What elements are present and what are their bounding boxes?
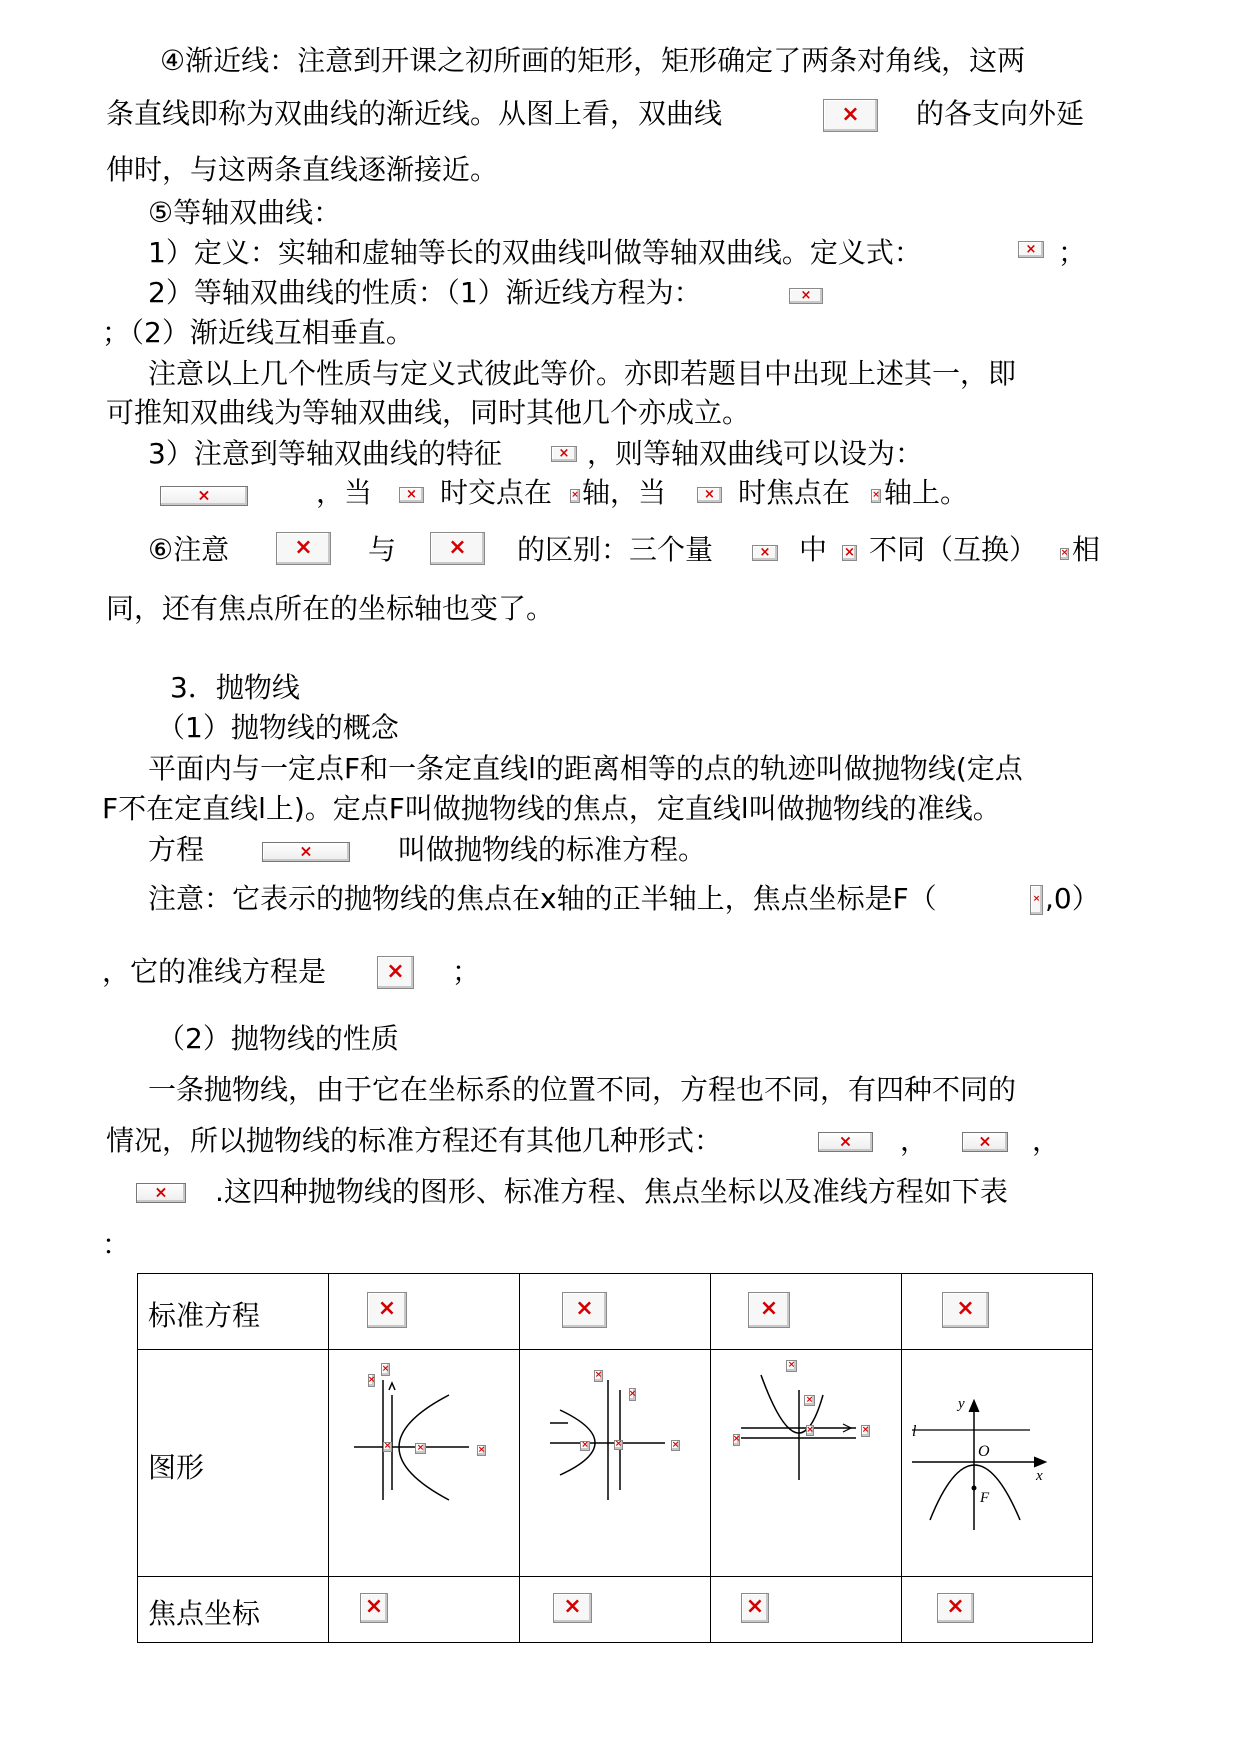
parabola-graph-up [711, 1350, 901, 1577]
when-line-c [582, 476, 666, 510]
row-label: 标准方程 [148, 1299, 261, 1332]
text: （1）抛物线的概念 [157, 711, 399, 744]
equation-line-b [398, 833, 706, 867]
table-cell [329, 1274, 520, 1350]
row-label: 焦点坐标 [148, 1597, 261, 1630]
text: 轴，当 [582, 476, 667, 509]
text: 3）注意到等轴双曲线的特征 [148, 437, 502, 470]
broken-image-icon [383, 1442, 392, 1452]
text: 叫做抛物线的标准方程。 [398, 833, 707, 866]
broken-image-icon [806, 1425, 814, 1436]
asymptote-text-line3 [106, 153, 498, 187]
focus-label-f: F [980, 1490, 990, 1506]
parabola-graph-left [520, 1350, 710, 1577]
text: 1）定义：实轴和虚轴等长的双曲线叫做等轴双曲线。定义式： [148, 236, 922, 269]
text: .这四种抛物线的图形、标准方程、焦点坐标以及准线方程如下表 [215, 1175, 1008, 1208]
text: 条直线即称为双曲线的渐近线。从图上看，双曲线 [106, 97, 723, 130]
focus-note-a [148, 882, 937, 916]
broken-image-icon [377, 956, 414, 989]
broken-image-icon [818, 1132, 873, 1152]
broken-image-icon [580, 1441, 590, 1451]
text: F不在定直线l上)。定点F叫做抛物线的焦点，定直线l叫做抛物线的准线。 [102, 792, 1001, 825]
broken-image-icon [1018, 241, 1044, 258]
broken-image-icon [430, 532, 485, 565]
directrix-line-b [452, 955, 480, 989]
concept-line2 [102, 792, 1001, 826]
table-cell [329, 1577, 520, 1643]
text: ； [452, 955, 481, 988]
text: ⑤等轴双曲线： [148, 196, 342, 229]
broken-image-icon [562, 1292, 607, 1328]
broken-image-icon [136, 1183, 186, 1203]
properties-comma1 [900, 1124, 928, 1158]
broken-image-icon [399, 487, 424, 503]
property-line [148, 276, 702, 310]
broken-image-icon [570, 489, 580, 503]
text: ,0） [1045, 882, 1100, 915]
broken-image-icon [551, 446, 577, 462]
asymptote-text-line2 [106, 97, 722, 131]
table-row-equation [138, 1274, 1093, 1350]
distinguish-c [517, 533, 713, 567]
text: 可推知双曲线为等轴双曲线，同时其他几个亦成立。 [106, 396, 751, 429]
text: 同，还有焦点所在的坐标轴也变了。 [106, 592, 555, 625]
subheading-concept [157, 711, 399, 745]
text: ， [1032, 1124, 1061, 1157]
table-cell [520, 1274, 711, 1350]
broken-image-icon [1060, 548, 1069, 560]
property-line2 [102, 316, 414, 350]
text: 注意以上几个性质与定义式彼此等价。亦即若题目中出现上述其一，即 [148, 357, 1017, 390]
text: ，当 [316, 476, 373, 509]
broken-image-icon [741, 1593, 769, 1623]
properties-line3 [215, 1175, 1008, 1209]
text: ；（2）渐近线互相垂直。 [102, 316, 414, 349]
table-cell [520, 1350, 711, 1577]
text: 与 [368, 533, 397, 566]
broken-image-icon [367, 1292, 407, 1328]
text: 中 [799, 533, 828, 566]
broken-image-icon [942, 1292, 989, 1328]
equiaxial-heading [148, 196, 341, 230]
note-line2 [106, 396, 750, 430]
broken-image-icon [697, 487, 722, 503]
text: 情况，所以抛物线的标准方程还有其他几种形式： [106, 1124, 723, 1157]
properties-colon [102, 1228, 130, 1262]
table-cell [138, 1577, 329, 1643]
text: ，它的准线方程是 [102, 955, 327, 988]
distinguish-d [799, 533, 827, 567]
when-line-a [316, 476, 372, 510]
broken-image-icon [1030, 885, 1043, 915]
axis-label-x: x [1036, 1468, 1043, 1484]
text: 方程 [148, 833, 205, 866]
note-line1 [148, 357, 1016, 391]
broken-image-icon [276, 532, 331, 565]
when-line-b [440, 476, 552, 510]
broken-image-icon [368, 1374, 375, 1387]
broken-image-icon [962, 1132, 1008, 1152]
broken-image-icon [614, 1440, 623, 1450]
broken-image-icon [360, 1593, 388, 1623]
broken-image-icon [262, 842, 350, 862]
concept-line1 [148, 752, 1023, 786]
text: 的各支向外延 [916, 97, 1085, 130]
text: 相 [1072, 533, 1101, 566]
asymptote-text-line2b [916, 97, 1084, 131]
table-cell [711, 1577, 902, 1643]
directrix-line-a [102, 955, 326, 989]
text: 伸时，与这两条直线逐渐接近。 [106, 153, 499, 186]
table-row-focus [138, 1577, 1093, 1643]
text: ： [102, 1228, 131, 1261]
broken-image-icon [629, 1388, 636, 1401]
broken-image-icon [871, 489, 881, 503]
origin-label-o: O [978, 1443, 990, 1460]
broken-image-icon [748, 1292, 790, 1328]
broken-image-icon [786, 1360, 797, 1372]
broken-image-icon [823, 99, 878, 132]
broken-image-icon [733, 1434, 740, 1446]
directrix-label-l: l [912, 1423, 917, 1440]
axis-label-y: y [958, 1396, 965, 1412]
feature-line [148, 437, 502, 471]
parabola-table [137, 1273, 1093, 1643]
parabola-graph-right [329, 1350, 519, 1577]
table-cell [902, 1577, 1093, 1643]
properties-line1 [148, 1073, 1016, 1107]
subheading-properties [157, 1022, 399, 1056]
broken-image-icon [381, 1363, 390, 1376]
text: 2）等轴双曲线的性质：（1）渐近线方程为： [148, 276, 702, 309]
text: 3．抛物线 [170, 671, 300, 704]
row-label: 图形 [148, 1451, 205, 1484]
distinguish-b [368, 533, 396, 567]
feature-line-b [587, 437, 923, 471]
text: ， [900, 1124, 929, 1157]
table-cell [711, 1274, 902, 1350]
broken-image-icon [477, 1445, 486, 1456]
table-row-graph [138, 1350, 1093, 1577]
broken-image-icon [789, 288, 823, 304]
text: ，则等轴双曲线可以设为： [587, 437, 924, 470]
broken-image-icon [752, 545, 778, 561]
properties-comma2 [1032, 1124, 1060, 1158]
text: ； [1058, 236, 1087, 269]
text: ⑥注意 [148, 533, 230, 566]
table-cell [902, 1350, 1093, 1577]
distinguish-f [1072, 533, 1100, 567]
text: （2）抛物线的性质 [157, 1022, 399, 1055]
asymptote-text-line1 [160, 44, 1025, 78]
distinguish-a [148, 533, 229, 567]
table-cell [520, 1577, 711, 1643]
table-cell [138, 1274, 329, 1350]
broken-image-icon [937, 1593, 974, 1623]
text: 时焦点在 [738, 476, 851, 509]
when-line-e [884, 476, 968, 510]
text: 注意：它表示的抛物线的焦点在x轴的正半轴上，焦点坐标是F（ [148, 882, 937, 915]
text: 轴上。 [884, 476, 969, 509]
broken-image-icon [594, 1370, 603, 1382]
broken-image-icon [160, 486, 248, 506]
distinguish-e [869, 533, 1037, 567]
text: 时交点在 [440, 476, 553, 509]
when-line-d [738, 476, 850, 510]
parabola-graph-down [902, 1350, 1092, 1577]
table-cell [329, 1350, 520, 1577]
focus-note-b [1045, 882, 1100, 916]
broken-image-icon [553, 1593, 592, 1623]
text: 平面内与一定点F和一条定直线l的距离相等的点的轨迹叫做抛物线(定点 [148, 752, 1023, 785]
broken-image-icon [861, 1425, 870, 1437]
definition-line [148, 236, 922, 270]
equation-line-a [148, 833, 204, 867]
distinguish-line2 [106, 592, 554, 626]
broken-image-icon [671, 1440, 680, 1451]
text: ④渐近线：注意到开课之初所画的矩形，矩形确定了两条对角线，这两 [160, 44, 1026, 77]
text: 的区别：三个量 [517, 533, 714, 566]
section-heading-parabola [170, 671, 300, 705]
properties-line2 [106, 1124, 722, 1158]
text: 一条抛物线，由于它在坐标系的位置不同，方程也不同，有四种不同的 [148, 1073, 1017, 1106]
text: 不同（互换） [869, 533, 1038, 566]
broken-image-icon [804, 1395, 815, 1406]
broken-image-icon [842, 545, 857, 561]
table-cell [711, 1350, 902, 1577]
definition-end [1058, 236, 1086, 270]
broken-image-icon [415, 1443, 426, 1454]
table-cell [902, 1274, 1093, 1350]
table-cell [138, 1350, 329, 1577]
